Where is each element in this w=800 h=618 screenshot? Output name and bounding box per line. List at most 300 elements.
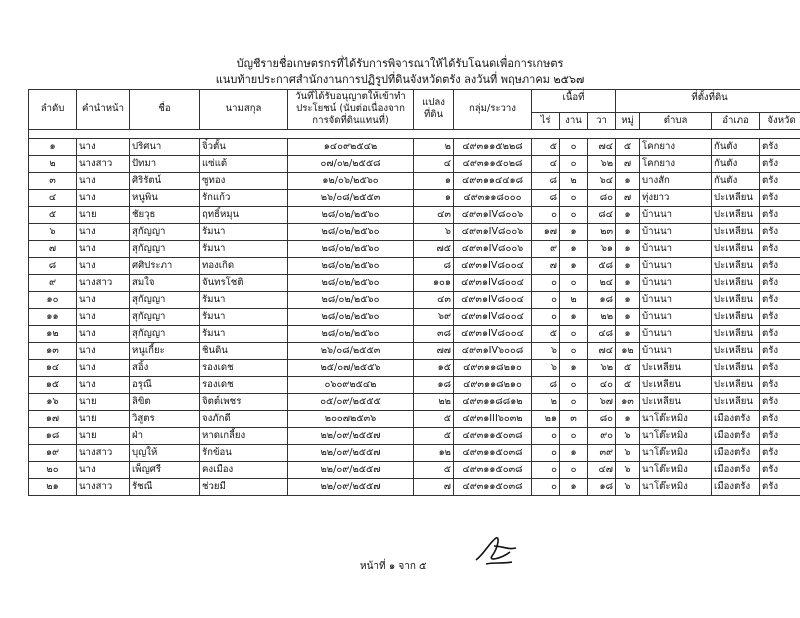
table-row <box>29 325 800 342</box>
cell-prefix: นาย <box>77 393 130 410</box>
cell-surname: จิ๋วตั้น <box>200 138 288 155</box>
col-plot: แปลงที่ดิน <box>414 90 454 130</box>
cell-amphoe: กันตัง <box>712 138 760 155</box>
col-group: กลุ่ม/ระวาง <box>454 90 532 130</box>
cell-amphoe: ปะเหลียน <box>712 274 760 291</box>
cell-plot: ๔๓ <box>414 206 454 223</box>
cell-date: ๒๒/๐๙/๒๕๕๗ <box>288 444 414 461</box>
cell-name: สุกัญญา <box>130 325 200 342</box>
cell-province: ตรัง <box>760 223 800 240</box>
cell-date: ๒๘/๐๒/๒๕๖๐ <box>288 325 414 342</box>
cell-wa: ๘๐ <box>588 189 616 206</box>
cell-prefix: นาง <box>77 172 130 189</box>
cell-amphoe: ปะเหลียน <box>712 189 760 206</box>
cell-group: ๔๙๓๑IV๘๐๐๔ <box>454 308 532 325</box>
cell-wa: ๙๐ <box>588 427 616 444</box>
cell-prefix: นาย <box>77 410 130 427</box>
cell-wa: ๑๘ <box>588 291 616 308</box>
cell-ngan: ๐ <box>560 206 588 223</box>
cell-wa: ๖๒ <box>588 155 616 172</box>
cell-name: สุกัญญา <box>130 308 200 325</box>
cell-province: ตรัง <box>760 444 800 461</box>
cell-wa: ๖๗ <box>588 393 616 410</box>
cell-group: ๔๙๓๑๑๘๘๑๒ <box>454 393 532 410</box>
cell-amphoe: ปะเหลียน <box>712 342 760 359</box>
cell-rai: ๘ <box>532 376 560 393</box>
cell-plot: ๑๐๑ <box>414 274 454 291</box>
cell-prefix: นาง <box>77 291 130 308</box>
cell-ngan: ๓ <box>560 410 588 427</box>
cell-prefix: นาย <box>77 206 130 223</box>
cell-wa: ๘๐ <box>588 410 616 427</box>
cell-moo: ๑ <box>616 223 640 240</box>
cell-group: ๔๙๓๑IV๘๐๐๖ <box>454 206 532 223</box>
cell-moo: ๑ <box>616 240 640 257</box>
cell-group: ๔๙๓๑๑๕๐๓๘ <box>454 444 532 461</box>
cell-plot: ๒๒ <box>414 393 454 410</box>
cell-name: ฝ่า <box>130 427 200 444</box>
cell-plot: ๔ <box>414 155 454 172</box>
col-name: ชื่อ <box>130 90 200 130</box>
cell-province: ตรัง <box>760 291 800 308</box>
cell-group: ๔๙๓๑๑๕๐๓๘ <box>454 478 532 495</box>
cell-ngan: ๑ <box>560 223 588 240</box>
cell-tambon: ทุ่งยาว <box>640 189 712 206</box>
cell-ngan: ๐ <box>560 189 588 206</box>
cell-wa: ๗๔ <box>588 342 616 359</box>
cell-moo: ๖ <box>616 478 640 495</box>
cell-date: ๒๘/๐๒/๒๕๖๐ <box>288 223 414 240</box>
cell-no: ๙ <box>29 274 77 291</box>
cell-wa: ๖๔ <box>588 172 616 189</box>
table-row <box>29 172 800 189</box>
cell-name: เพ็ญศรี <box>130 461 200 478</box>
cell-group: ๔๙๓๑๑๔๔๑๘ <box>454 172 532 189</box>
cell-name: สุกัญญา <box>130 223 200 240</box>
cell-wa: ๓๙ <box>588 444 616 461</box>
cell-tambon: บ้านนา <box>640 274 712 291</box>
cell-ngan: ๐ <box>560 342 588 359</box>
cell-moo: ๖ <box>616 461 640 478</box>
cell-amphoe: เมืองตรัง <box>712 410 760 427</box>
cell-province: ตรัง <box>760 359 800 376</box>
cell-prefix: นางสาว <box>77 444 130 461</box>
cell-tambon: บ้านนา <box>640 291 712 308</box>
cell-name: สุกัญญา <box>130 240 200 257</box>
cell-tambon: นาโต๊ะหมิง <box>640 444 712 461</box>
col-prefix: คำนำหน้า <box>77 90 130 130</box>
cell-no: ๑๗ <box>29 410 77 427</box>
cell-rai: ๘ <box>532 172 560 189</box>
cell-moo: ๗ <box>616 189 640 206</box>
cell-rai: ๐ <box>532 478 560 495</box>
cell-province: ตรัง <box>760 308 800 325</box>
cell-amphoe: ปะเหลียน <box>712 206 760 223</box>
cell-date: ๒๖/๐๘/๒๕๕๓ <box>288 189 414 206</box>
cell-plot: ๕ <box>414 461 454 478</box>
cell-no: ๓ <box>29 172 77 189</box>
cell-date: ๒๘/๐๒/๒๕๖๐ <box>288 308 414 325</box>
table-row <box>29 359 800 376</box>
cell-plot: ๗ <box>414 478 454 495</box>
cell-date: ๒๖/๐๘/๒๕๕๓ <box>288 342 414 359</box>
cell-group: ๔๙๓๑IV๘๐๐๔ <box>454 257 532 274</box>
table-row <box>29 274 800 291</box>
cell-tambon: บ้านนา <box>640 206 712 223</box>
table-row <box>29 444 800 461</box>
cell-no: ๑๖ <box>29 393 77 410</box>
cell-group: ๔๙๓๑๑๘๒๑๐ <box>454 359 532 376</box>
cell-surname: จันทรโชติ <box>200 274 288 291</box>
cell-plot: ๑๕ <box>414 359 454 376</box>
cell-group: ๔๙๓๑๑๘๐๐๐ <box>454 189 532 206</box>
cell-ngan: ๒ <box>560 172 588 189</box>
cell-no: ๑๒ <box>29 325 77 342</box>
cell-surname: จงภักดี <box>200 410 288 427</box>
cell-plot: ๑๒ <box>414 444 454 461</box>
cell-group: ๔๙๓๑IV๖๐๐๘ <box>454 342 532 359</box>
cell-date: ๒๒/๐๙/๒๕๕๗ <box>288 427 414 444</box>
cell-plot: ๕ <box>414 427 454 444</box>
cell-date: ๒๘/๐๒/๒๕๖๐ <box>288 291 414 308</box>
cell-amphoe: ปะเหลียน <box>712 359 760 376</box>
cell-ngan: ๐ <box>560 325 588 342</box>
page-number: หน้าที่ ๑ จาก ๕ <box>360 561 427 572</box>
cell-tambon: บ้านนา <box>640 223 712 240</box>
cell-prefix: นาง <box>77 257 130 274</box>
cell-rai: ๕ <box>532 138 560 155</box>
cell-moo: ๑ <box>616 308 640 325</box>
cell-group: ๔๙๓๑๑๕๐๒๘ <box>454 155 532 172</box>
cell-tambon: ปะเหลียน <box>640 376 712 393</box>
cell-surname: แซ่แต้ <box>200 155 288 172</box>
cell-surname: รัมนา <box>200 291 288 308</box>
col-province: จังหวัด <box>760 112 800 129</box>
cell-date: ๑๒/๐๖/๒๕๖๐ <box>288 172 414 189</box>
cell-province: ตรัง <box>760 172 800 189</box>
table-row <box>29 138 800 155</box>
cell-name: สุกัญญา <box>130 291 200 308</box>
cell-plot: ๑ <box>414 172 454 189</box>
cell-wa: ๔๐ <box>588 376 616 393</box>
cell-surname: รักข้อน <box>200 444 288 461</box>
cell-province: ตรัง <box>760 257 800 274</box>
cell-surname: ทองเกิด <box>200 257 288 274</box>
cell-group: ๔๙๓๑IV๘๐๐๖ <box>454 223 532 240</box>
col-ngan: งาน <box>560 112 588 129</box>
cell-wa: ๖๒ <box>588 359 616 376</box>
cell-wa: ๒๒ <box>588 308 616 325</box>
col-date: วันที่ได้รับอนุญาตให้เข้าทำประโยชน์ (นับต่อเนื่องจากการจัดที่ดินแทนที่) <box>288 90 414 130</box>
cell-ngan: ๒ <box>560 291 588 308</box>
cell-wa: ๒๔ <box>588 274 616 291</box>
signature-mark <box>472 534 520 568</box>
cell-ngan: ๐ <box>560 461 588 478</box>
cell-no: ๑๓ <box>29 342 77 359</box>
cell-name: ศิริรัตน์ <box>130 172 200 189</box>
cell-tambon: บ้านนา <box>640 257 712 274</box>
cell-group: ๔๙๓๑III๖๐๓๒ <box>454 410 532 427</box>
cell-amphoe: ปะเหลียน <box>712 223 760 240</box>
cell-prefix: นาง <box>77 308 130 325</box>
cell-group: ๔๙๓๑IV๘๐๐๔ <box>454 274 532 291</box>
cell-moo: ๑๒ <box>616 342 640 359</box>
cell-surname: รองเดช <box>200 359 288 376</box>
cell-plot: ๔๓ <box>414 291 454 308</box>
cell-no: ๒๑ <box>29 478 77 495</box>
cell-province: ตรัง <box>760 138 800 155</box>
cell-moo: ๑ <box>616 172 640 189</box>
cell-date: ๒๒/๐๙/๒๕๕๗ <box>288 478 414 495</box>
cell-amphoe: เมืองตรัง <box>712 478 760 495</box>
cell-rai: ๖ <box>532 342 560 359</box>
cell-ngan: ๑ <box>560 257 588 274</box>
cell-ngan: ๐ <box>560 155 588 172</box>
cell-rai: ๔ <box>532 155 560 172</box>
cell-name: หนูเกี้ยะ <box>130 342 200 359</box>
cell-name: หนูพิน <box>130 189 200 206</box>
cell-province: ตรัง <box>760 206 800 223</box>
cell-tambon: นาโต๊ะหมิง <box>640 427 712 444</box>
cell-name: ชัยวุธ <box>130 206 200 223</box>
cell-ngan: ๐ <box>560 393 588 410</box>
cell-rai: ๒ <box>532 393 560 410</box>
cell-amphoe: ปะเหลียน <box>712 291 760 308</box>
cell-prefix: นาง <box>77 376 130 393</box>
cell-rai: ๖ <box>532 359 560 376</box>
cell-amphoe: ปะเหลียน <box>712 308 760 325</box>
cell-prefix: นางสาว <box>77 274 130 291</box>
cell-prefix: นางสาว <box>77 478 130 495</box>
cell-amphoe: เมืองตรัง <box>712 444 760 461</box>
cell-date: ๐๕/๐๙/๒๕๕๕ <box>288 393 414 410</box>
cell-name: ปัทมา <box>130 155 200 172</box>
col-moo: หมู่ <box>616 112 640 129</box>
cell-surname: รัมนา <box>200 325 288 342</box>
cell-no: ๒๐ <box>29 461 77 478</box>
cell-plot: ๑ <box>414 189 454 206</box>
cell-tambon: บ้านนา <box>640 308 712 325</box>
table-row <box>29 393 800 410</box>
cell-province: ตรัง <box>760 461 800 478</box>
table-row <box>29 376 800 393</box>
cell-tambon: บ้านนา <box>640 325 712 342</box>
cell-wa: ๔๗ <box>588 461 616 478</box>
cell-wa: ๖๑ <box>588 240 616 257</box>
col-no: ลำดับ <box>29 90 77 130</box>
cell-surname: ฤทธิ์หมุน <box>200 206 288 223</box>
table-row <box>29 342 800 359</box>
cell-name: รัชณี <box>130 478 200 495</box>
cell-amphoe: เมืองตรัง <box>712 461 760 478</box>
cell-group: ๔๙๓๑IV๘๐๐๔ <box>454 291 532 308</box>
col-amphoe: อำเภอ <box>712 112 760 129</box>
cell-name: สมใจ <box>130 274 200 291</box>
cell-tambon: บางสัก <box>640 172 712 189</box>
table-row <box>29 478 800 495</box>
cell-no: ๕ <box>29 206 77 223</box>
cell-moo: ๑ <box>616 257 640 274</box>
cell-moo: ๑ <box>616 325 640 342</box>
cell-rai: ๘ <box>532 189 560 206</box>
cell-group: ๔๙๓๑๑๘๒๑๐ <box>454 376 532 393</box>
cell-province: ตรัง <box>760 393 800 410</box>
table-row <box>29 308 800 325</box>
cell-tambon: นาโต๊ะหมิง <box>640 410 712 427</box>
cell-group: ๔๙๓๑IV๘๐๐๖ <box>454 240 532 257</box>
table-row <box>29 410 800 427</box>
cell-wa: ๘๔ <box>588 206 616 223</box>
cell-date: ๒๘/๐๒/๒๕๖๐ <box>288 206 414 223</box>
cell-name: อรุณี <box>130 376 200 393</box>
cell-amphoe: ปะเหลียน <box>712 325 760 342</box>
cell-name: บุญให้ <box>130 444 200 461</box>
cell-no: ๖ <box>29 223 77 240</box>
cell-surname: ซูทอง <box>200 172 288 189</box>
cell-date: ๒๘/๐๒/๒๕๖๐ <box>288 257 414 274</box>
cell-no: ๗ <box>29 240 77 257</box>
cell-amphoe: เมืองตรัง <box>712 427 760 444</box>
cell-plot: ๗๕ <box>414 240 454 257</box>
page-subtitle: แนบท้ายประกาศสำนักงานการปฏิรูปที่ดินจังหวัดตรัง ลงวันที่ พฤษภาคม ๒๕๖๗ <box>215 73 585 86</box>
cell-surname: ชินดิน <box>200 342 288 359</box>
cell-wa: ๔๘ <box>588 325 616 342</box>
cell-prefix: นาง <box>77 189 130 206</box>
cell-no: ๑๔ <box>29 359 77 376</box>
cell-province: ตรัง <box>760 478 800 495</box>
cell-tambon: บ้านนา <box>640 240 712 257</box>
table-row <box>29 189 800 206</box>
cell-plot: ๕ <box>414 410 454 427</box>
cell-no: ๒ <box>29 155 77 172</box>
cell-province: ตรัง <box>760 189 800 206</box>
farmer-table <box>28 89 800 496</box>
cell-ngan: ๑ <box>560 444 588 461</box>
col-location: ที่ตั้งที่ดิน <box>616 90 800 107</box>
cell-prefix: นาง <box>77 461 130 478</box>
cell-ngan: ๐ <box>560 274 588 291</box>
cell-province: ตรัง <box>760 376 800 393</box>
cell-group: ๔๙๓๑๑๕๐๓๘ <box>454 461 532 478</box>
cell-name: ปริศนา <box>130 138 200 155</box>
cell-wa: ๑๘ <box>588 478 616 495</box>
cell-province: ตรัง <box>760 155 800 172</box>
cell-rai: ๗ <box>532 257 560 274</box>
cell-tambon: โคกยาง <box>640 138 712 155</box>
col-surname: นามสกุล <box>200 90 288 130</box>
cell-amphoe: กันตัง <box>712 155 760 172</box>
page-title: บัญชีรายชื่อเกษตรกรที่ได้รับการพิจารณาให้ได้รับโฉนดเพื่อการเกษตร <box>236 57 564 70</box>
cell-date: ๐๗/๐๒/๒๕๕๘ <box>288 155 414 172</box>
cell-ngan: ๑ <box>560 359 588 376</box>
cell-group: ๔๙๓๑๑๕๒๒๘ <box>454 138 532 155</box>
cell-province: ตรัง <box>760 274 800 291</box>
table-row <box>29 257 800 274</box>
cell-surname: รักแก้ว <box>200 189 288 206</box>
cell-moo: ๗ <box>616 155 640 172</box>
cell-moo: ๑๓ <box>616 393 640 410</box>
col-rai: ไร่ <box>532 112 560 129</box>
col-area: เนื้อที่ <box>532 90 616 107</box>
cell-province: ตรัง <box>760 342 800 359</box>
cell-moo: ๕ <box>616 376 640 393</box>
cell-amphoe: ปะเหลียน <box>712 393 760 410</box>
cell-ngan: ๐ <box>560 427 588 444</box>
cell-wa: ๕๘ <box>588 257 616 274</box>
cell-moo: ๑ <box>616 291 640 308</box>
cell-plot: ๓๘ <box>414 325 454 342</box>
cell-surname: ช่วยมี <box>200 478 288 495</box>
cell-province: ตรัง <box>760 325 800 342</box>
cell-rai: ๐ <box>532 444 560 461</box>
cell-prefix: นาย <box>77 427 130 444</box>
cell-moo: ๖ <box>616 444 640 461</box>
cell-wa: ๒๓ <box>588 223 616 240</box>
cell-prefix: นาง <box>77 342 130 359</box>
cell-surname: จิตต์เพชร <box>200 393 288 410</box>
cell-surname: หาดเกลี้ยง <box>200 427 288 444</box>
cell-rai: ๒๑ <box>532 410 560 427</box>
cell-no: ๑๙ <box>29 444 77 461</box>
cell-date: ๒๐๐๗๒๕๓๖ <box>288 410 414 427</box>
cell-rai: ๐ <box>532 427 560 444</box>
cell-surname: รองเดช <box>200 376 288 393</box>
table-row <box>29 291 800 308</box>
cell-plot: ๒ <box>414 138 454 155</box>
cell-surname: รัมนา <box>200 308 288 325</box>
cell-moo: ๑ <box>616 206 640 223</box>
cell-surname: รัมนา <box>200 240 288 257</box>
cell-rai: ๐ <box>532 308 560 325</box>
cell-amphoe: กันตัง <box>712 172 760 189</box>
cell-surname: คงเมือง <box>200 461 288 478</box>
cell-tambon: ปะเหลียน <box>640 359 712 376</box>
cell-amphoe: ปะเหลียน <box>712 376 760 393</box>
cell-plot: ๘ <box>414 257 454 274</box>
cell-prefix: นาง <box>77 138 130 155</box>
cell-prefix: นาง <box>77 240 130 257</box>
table-row <box>29 155 800 172</box>
cell-prefix: นาง <box>77 359 130 376</box>
cell-amphoe: ปะเหลียน <box>712 257 760 274</box>
cell-name: สอิ้ง <box>130 359 200 376</box>
table-row <box>29 223 800 240</box>
cell-date: ๑๔๐๙๒๕๔๒ <box>288 138 414 155</box>
cell-name: ศศิประภา <box>130 257 200 274</box>
cell-tambon: นาโต๊ะหมิง <box>640 478 712 495</box>
cell-ngan: ๑ <box>560 478 588 495</box>
table-row <box>29 461 800 478</box>
table-row <box>29 427 800 444</box>
cell-prefix: นางสาว <box>77 155 130 172</box>
cell-moo: ๑ <box>616 410 640 427</box>
cell-ngan: ๑ <box>560 240 588 257</box>
cell-ngan: ๐ <box>560 138 588 155</box>
cell-name: วิสูตร <box>130 410 200 427</box>
cell-plot: ๖ <box>414 223 454 240</box>
cell-prefix: นาง <box>77 325 130 342</box>
col-wa: วา <box>588 112 616 129</box>
cell-moo: ๕ <box>616 359 640 376</box>
cell-no: ๔ <box>29 189 77 206</box>
cell-date: ๒๘/๐๒/๒๕๖๐ <box>288 274 414 291</box>
cell-rai: ๐ <box>532 461 560 478</box>
cell-plot: ๗๗ <box>414 342 454 359</box>
cell-surname: รัมนา <box>200 223 288 240</box>
cell-ngan: ๑ <box>560 308 588 325</box>
table-row <box>29 206 800 223</box>
cell-no: ๑๑ <box>29 308 77 325</box>
